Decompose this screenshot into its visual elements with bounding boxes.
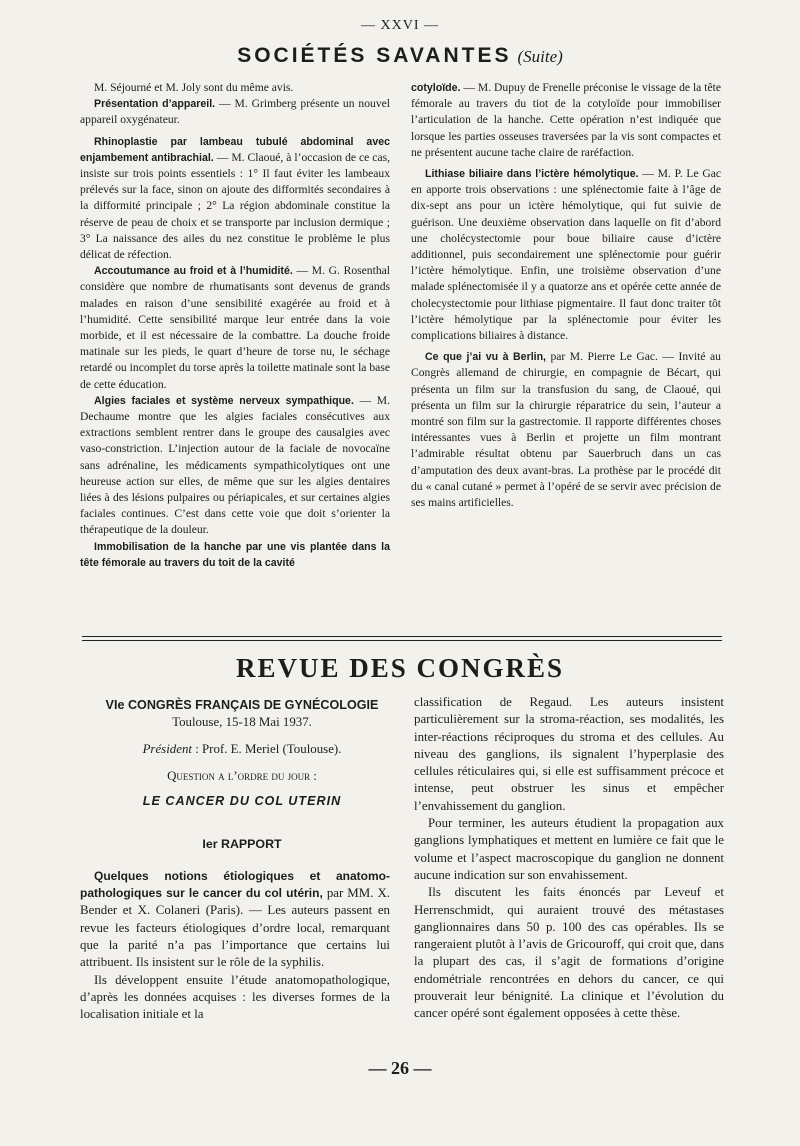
president-line xyxy=(80,741,390,758)
paragraph: M. Séjourné et M. Joly sont du même avis. xyxy=(94,81,294,94)
paragraph: Ils discutent les faits énoncés par Leveuf et Herrenschmidt, qui auraient trouvé des métastases ganglionnaires dans 50 p. 100 des cas opérables. Ils se rangeraient plutôt à l’avis de Gricouroff, qui croit que, dans la plupart des cas, il s’agit de formations d’origine endométriale rencontrées en dehors du cancer, ce qui prouverait leur bénignité. La clinique et l’évolution du cancer opéré sont également opposées à cette thèse. xyxy=(414,885,724,1021)
congress-location: Toulouse, 15-18 Mai 1937. xyxy=(172,715,312,730)
paragraph-heading: Algies faciales et système nerveux sympathique. xyxy=(94,394,354,407)
section-title-text: SOCIÉTÉS SAVANTES xyxy=(237,44,512,67)
paragraph-heading: Immobilisation de la hanche par une vis plantée dans la tête fémorale au travers du toit de la cavité xyxy=(80,540,390,569)
paragraph xyxy=(80,263,390,393)
paragraph: Pour terminer, les auteurs étudient la propagation aux ganglions lymphatiques et mettent en lumière ce fait que le volume et l’aspect macroscopique du ganglion ne donnent aucune indication sur son envahissement. xyxy=(414,816,724,882)
president-text: : Prof. E. Meriel (Toulouse). xyxy=(191,741,342,756)
congress-title: VIe CONGRÈS FRANÇAIS DE GYNÉCOLOGIE xyxy=(105,698,379,712)
paragraph-heading: cotyloïde. xyxy=(411,82,461,94)
right-column xyxy=(411,80,721,511)
paragraph-heading: Accoutumance au froid et à l’humidité. xyxy=(94,265,293,278)
section-divider-thin xyxy=(82,640,722,641)
paragraph-text: — M. G. Rosenthal considère que nombre de rhumatisants sont devenus de grands malades en raison d’une sensibilité exagérée au froid et à l’humidité. Cette sensibilité marque leur entrée dans la voie morbide, et il est nécessaire de la combattre. La douche froide matinale sur les pieds, le quart d’heure de torse nu, le séchage retardé ou incomplet du torse après la toilette matinale sont la base de cette éducation. xyxy=(80,264,390,391)
paragraph xyxy=(411,80,721,161)
section-divider xyxy=(82,636,722,637)
paragraph-heading: Ce que j’ai vu à Berlin, xyxy=(425,351,546,364)
paragraph xyxy=(80,393,390,539)
subject-title: LE CANCER DU COL UTERIN xyxy=(142,794,342,809)
paragraph: Ils développent ensuite l’étude anatomopathologique, d’après les données acquises : les diverses formes de la localisation initiale et la xyxy=(80,972,390,1022)
paragraph xyxy=(80,134,390,264)
paragraph xyxy=(411,166,721,344)
paragraph xyxy=(80,868,390,972)
rapport-heading: Ier RAPPORT xyxy=(202,837,282,852)
section-title-suite: (Suite) xyxy=(517,47,563,66)
page-number: — 26 — xyxy=(368,1058,432,1078)
paragraph-text: par MM. X. Bender et X. Colaneri (Paris). — Les auteurs passent en revue les facteurs étiologiques d’ordre local, remarquant que la parité n’a pas l’importance que certains lui attribuent. Ils insistent sur le rôle de la syphilis. xyxy=(80,886,390,970)
section-title xyxy=(0,44,800,68)
revue-title: REVUE DES CONGRÈS xyxy=(235,653,565,683)
paragraph-text: — M. Claoué, à l’occasion de ce cas, insiste sur trois points essentiels : 1° Il faut éviter les lambeaux prélevés sur la face, sinon on ajoute des difformités secondaires à la difformité principale ; 2° La région abdominale constitue la réserve de peau de choix et se transporte par inclusion dermique ; 3° La naissance des ailes du nez constitue le problème le plus délicat de réfection. xyxy=(80,150,391,262)
paragraph-text: — M. Grimberg présente un nouvel appareil oxygénateur. xyxy=(80,97,390,127)
paragraph-heading: Présentation d’appareil. xyxy=(94,98,216,111)
president-label: Président xyxy=(142,741,192,756)
paragraph: classification de Regaud. Les auteurs insistent particulièrement sur la stroma-réaction, ses modalités, les inter-réactions réciproques du stroma et des cellules. Au niveau des ganglions, ils signalent l’hyperplasie des cellules réticulaires qui, si elle est suffisamment précoce et intense, peut obstruer les sinus et empêcher l’envahissement du ganglion. xyxy=(414,695,724,813)
revue-left-column xyxy=(80,697,390,1023)
paragraph-text: — M. P. Le Gac en apporte trois observations : une splénectomie faite à l’âge de dix-sept ans pour un ictère hémolytique, qui fut suivie de guérison. Une deuxième observation dans laquelle on fit d’abord une cholécystectomie pour boue biliaire cause d’ictère additionnel, puis secondairement une splénectomie pour guérir l’ictère hémolytique. Enfin, une troisième observation d’une malade splénectomisée il y a quatorze ans et opérée cette année de cholecystectomie pour lithiase pigmentaire. Il faut donc traiter tôt l’ictère hémolytique par la splénectomie pour éviter les complications biliaires à distance. xyxy=(411,167,721,343)
roman-page-header: — XXVI — xyxy=(361,18,439,33)
paragraph-heading: Lithiase biliaire dans l’ictère hémolytique. xyxy=(425,168,639,181)
paragraph xyxy=(80,539,390,571)
paragraph-text: — M. Dechaume montre que les algies faciales consécutives aux extractions semblent rentrer dans le groupe des causalgies avec vaso-constriction. L’injection autour de la faciale de novocaïne sans adrénaline, les médicaments sympathicolytiques ont une heureuse action sur elles, de même que sur les algies dentaires liées à des lésions pulpaires ou périapicales, et sur certaines algies faciales continues. C’est dans cette voie que doit s’orienter la thérapeutique de la douleur. xyxy=(80,393,390,537)
paragraph-text: — M. Dupuy de Frenelle préconise le vissage de la tête fémorale au travers du tiot de la cotyloïde pour immobiliser l’articulation de la hanche. Cette opération n’est indiquée que lorsque les parties osseuses traversées par la vis sont compactes et ne présentent aucune tache claire de raréfaction. xyxy=(411,81,721,159)
revue-right-column xyxy=(414,694,724,1023)
paragraph xyxy=(80,96,390,128)
paragraph-heading: Rhinoplastie par lambeau tubulé abdominal avec enjambement antibrachial. xyxy=(80,135,390,164)
question-line: Question a l’ordre du jour : xyxy=(167,768,317,783)
paragraph-heading: Quelques notions étiologiques et anatomo-pathologiques sur le cancer du col utérin, xyxy=(80,868,390,901)
paragraph xyxy=(411,349,721,511)
left-column xyxy=(80,80,390,571)
paragraph-text: par M. Pierre Le Gac. — Invité au Congrès allemand de chirurgie, en compagnie de Bécart, qui présenta un film sur la transfusion du sang, de Claoué, qui présenta un film sur la chirurgie réparatrice du sein, l’auteur a montré son film sur la gastrectomie. Il rapporte différentes choses intéressantes vues à Berlin et projette un film montrant l’admirable résultat obtenu par Sauerbruch dans un cas d’amputation des deux avant-bras. La prothèse par le procédé dit du « canal cutané » permet à l’opéré de se servir avec précision de ses mains artificielles. xyxy=(411,350,721,510)
